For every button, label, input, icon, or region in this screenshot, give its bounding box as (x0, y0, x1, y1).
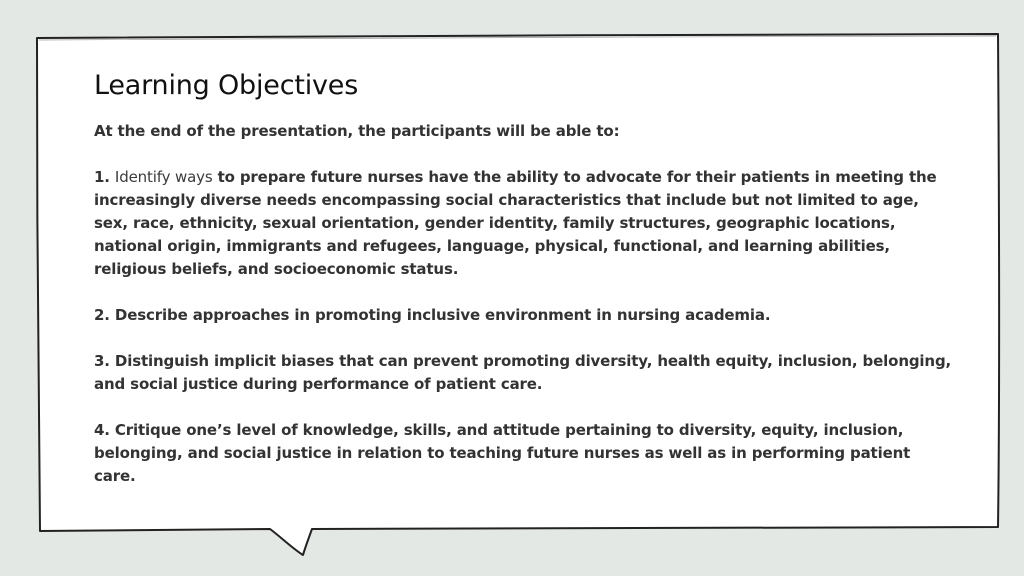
objective-1-lead: Identify ways (114, 168, 213, 186)
page-title: Learning Objectives (94, 70, 359, 101)
objective-2-number: 2. (94, 306, 110, 324)
objective-3 (94, 350, 954, 396)
slide-content (94, 66, 954, 511)
objective-4 (94, 419, 954, 488)
objective-4-number: 4. (94, 421, 110, 439)
objective-1 (94, 166, 954, 281)
objective-1-text: to prepare future nurses have the ability to advocate for their patients in meeting the increasingly diverse needs encompassing social characteristics that include but not limited to age, sex, race, ethnicity, sexual orientation, gender identity, family structures, geographic locations, national origin, immigrants and refugees, language, physical, functional, and learning abilities, religious beliefs, and socioeconomic status. (94, 168, 937, 278)
objective-4-text: Critique one’s level of knowledge, skills, and attitude pertaining to diversity, equity, inclusion, belonging, and social justice in relation to teaching future nurses as well as in performing patient care. (94, 421, 911, 485)
objective-3-number: 3. (94, 352, 110, 370)
objective-1-number: 1. (94, 168, 110, 186)
intro-text: At the end of the presentation, the participants will be able to: (94, 122, 620, 140)
objective-2-text: Describe approaches in promoting inclusive environment in nursing academia. (114, 306, 771, 324)
objective-3-text: Distinguish implicit biases that can prevent promoting diversity, health equity, inclusion, belonging, and social justice during performance of patient care. (94, 352, 952, 393)
objective-2 (94, 304, 954, 327)
